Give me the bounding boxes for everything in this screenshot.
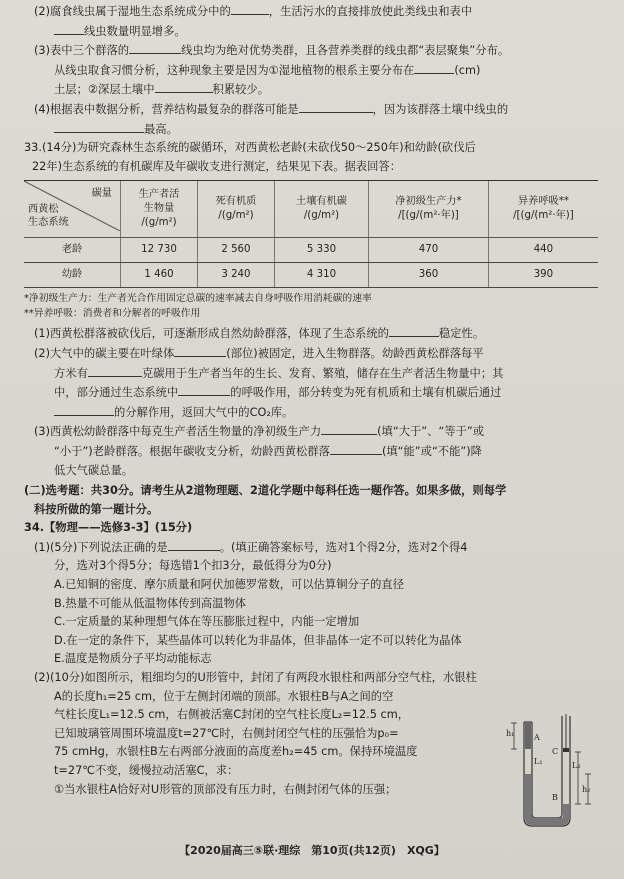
label-a: A — [534, 733, 540, 742]
answer-blank[interactable] — [54, 403, 114, 416]
q34-part1 — [24, 538, 598, 558]
carbon-table — [24, 180, 598, 288]
header-npp — [369, 181, 489, 238]
table-cell: 1 460 — [121, 263, 198, 288]
header-biomass — [121, 181, 198, 238]
q34-part2-text: t=27℃不变，缓慢拉动活塞C，求： — [54, 764, 239, 777]
table-row — [24, 263, 598, 288]
label-h2: h₂ — [582, 785, 591, 794]
label-b: B — [552, 793, 558, 802]
q33-part1-text-b: 稳定性。 — [438, 327, 485, 341]
q33-part1 — [24, 324, 598, 344]
answer-blank[interactable] — [414, 61, 454, 74]
option-e-text: E.温度是物质分子平均动能标志 — [54, 652, 212, 666]
label-l1: L₁ — [534, 757, 543, 766]
answer-blank[interactable] — [54, 120, 144, 133]
answer-blank[interactable] — [168, 538, 220, 551]
answer-blank[interactable] — [321, 422, 377, 435]
table-header-row — [24, 181, 598, 238]
corner-bottom-line2: 生态系统 — [28, 217, 69, 229]
table-footnotes — [24, 291, 598, 321]
q34-part1-text-c: 分，选对3个得5分；每选错1个扣3分，最低得分为0分) — [54, 559, 332, 573]
q33-part2-text-f: 的呼吸作用，部分转变为死有机质和土壤有机碳后通过 — [230, 386, 502, 400]
table-cell: 440 — [488, 238, 598, 263]
table-cell: 4 310 — [274, 263, 368, 288]
table-row — [24, 238, 598, 263]
option-d-text: D.在一定的条件下，某些晶体可以转化为非晶体，但非晶体一定不可以转化为晶体 — [54, 633, 462, 647]
q33-part2-text-b: (部位)被固定，进入生物群落。幼龄西黄松群落每平 — [226, 346, 484, 360]
table-cell: 3 240 — [197, 263, 274, 288]
answer-blank[interactable] — [174, 344, 226, 357]
section2-line1: (二)选考题：共30分。请考生从2道物理题、2道化学题中每科任选一题作答。如果多做，则每学 — [24, 484, 507, 498]
header-dead-l1: 死有机质 — [215, 196, 257, 208]
header-soil-l1: 土壤有机碳 — [296, 196, 347, 208]
q32-part3 — [24, 41, 598, 61]
answer-blank[interactable] — [129, 41, 181, 54]
q32-part3-text-b: 线虫均为绝对优势类群，且各营养类群的线虫都“表层聚集”分布。 — [181, 44, 510, 58]
q34-part2-text: 气柱长度L₁=12.5 cm，右侧被活塞C封闭的空气柱长度L₂=12.5 cm， — [54, 708, 410, 722]
option-b — [24, 595, 598, 614]
q34-part1-text-b: 。(填正确答案标号，选对1个得2分，选对2个得4 — [219, 540, 468, 554]
header-het-l1: 异养呼吸** — [517, 196, 569, 208]
q34-part2-text: (2)(10分)如图所示，粗细均匀的U形管中，封闭了有两段水银柱和两部分空气柱，水银柱 — [34, 671, 477, 685]
u-tube-inner-icon — [532, 716, 562, 818]
table-cell: 5 330 — [274, 238, 368, 263]
q34-part2-text: A的长度h₁=25 cm，位于左侧封闭端的顶部。水银柱B与A之间的空 — [54, 689, 394, 703]
header-soil-l2: /(g/m²) — [303, 210, 340, 222]
option-d — [24, 632, 598, 651]
q32-part4-text-c: 最高。 — [144, 122, 178, 136]
label-c: C — [552, 747, 559, 756]
q32-part3-cont2 — [24, 80, 598, 100]
corner-bottom-line1: 西黄松 — [28, 204, 59, 216]
label-l2: L₂ — [572, 761, 581, 770]
header-npp-l1: 净初级生产力* — [395, 196, 462, 208]
q33-part3-text-d: (填“能”或“不能”)降 — [381, 444, 482, 458]
footnote-heterotroph: **异养呼吸：消费者和分解者的呼吸作用 — [24, 308, 201, 320]
q33-intro-2 — [24, 158, 598, 177]
footnote-npp: *净初级生产力：生产者光合作用固定总碳的速率减去自身呼吸作用消耗碳的速率 — [24, 293, 372, 305]
header-heterotroph — [488, 181, 598, 238]
row-label: 幼龄 — [24, 263, 121, 288]
table-corner-cell — [24, 181, 121, 238]
answer-blank[interactable] — [178, 383, 230, 396]
section2-heading-cont — [24, 501, 598, 520]
q33-part3-text-e: 低大气碳总量。 — [54, 463, 134, 477]
section2-heading — [24, 482, 598, 501]
q32-part4 — [24, 100, 598, 120]
q33-part2-cont2 — [24, 383, 598, 403]
header-biomass-l3: /(g/m²) — [141, 217, 177, 229]
q32-part3-text-f: 积累较少。 — [212, 83, 270, 97]
q32-part2 — [24, 2, 598, 22]
q32-part3-text-c: 从线虫取食习惯分析，这种现象主要是因为①湿地植物的根系主要分布在 — [54, 63, 415, 77]
answer-blank[interactable] — [299, 100, 373, 113]
q33-part2-text-d: 克碳用于生产者当年的生长、发育、繁殖，储存在生产者活生物量中；其 — [141, 366, 504, 380]
mercury-a-icon — [525, 723, 531, 749]
option-e — [24, 650, 598, 669]
q32-part2-text: (2)腐食线虫属于湿地生态系统成分中的 — [34, 5, 231, 18]
q32-part2-cont — [24, 22, 598, 42]
header-soil-carbon — [274, 181, 368, 238]
q33-part3-text: (3)西黄松幼龄群落中每克生产者活生物量的净初级生产力 — [34, 425, 322, 439]
section2-line2: 科按所做的第一题计分。 — [34, 502, 159, 516]
header-dead-organic — [197, 181, 274, 238]
mercury-b-left-icon — [525, 774, 531, 814]
q33-part2-text: (2)大气中的碳主要在叶绿体 — [34, 346, 175, 360]
q34-part2-text: ①当水银柱A恰好对U形管的顶部没有压力时，右侧封闭气体的压强； — [54, 782, 397, 796]
option-c-text: C.一定质量的某种理想气体在等压膨胀过程中，内能一定增加 — [54, 615, 360, 629]
q32-part2-text-c: 线虫数量明显增多。 — [84, 24, 186, 38]
answer-blank[interactable] — [231, 2, 269, 15]
q33-part3-cont — [24, 442, 598, 462]
page-footer: 【2020届高三⑤联·理综 第10页(共12页) XQG】 — [179, 844, 445, 857]
q33-part2 — [24, 344, 598, 364]
header-npp-l2: /[(g/(m²·年)] — [398, 210, 459, 222]
answer-blank[interactable] — [54, 22, 84, 35]
table-cell: 12 730 — [121, 238, 198, 263]
q32-part3-unit: (cm) — [454, 63, 481, 77]
q32-part4-text-b: ，因为该群落土壤中线虫的 — [372, 102, 509, 116]
q32-part3-text: (3)表中三个群落的 — [34, 44, 130, 58]
q34-title-text: 34.【物理——选修3-3】(15分) — [24, 521, 193, 535]
q33-part3 — [24, 422, 598, 442]
q33-intro — [24, 139, 598, 158]
q34-part2-text: 已知玻璃管周围环境温度t=27℃时，右侧封闭空气柱的压强恰为p₀= — [54, 726, 399, 740]
option-a-text: A.已知铜的密度、摩尔质量和阿伏加德罗常数，可以估算铜分子的直径 — [54, 578, 405, 592]
q33-part3-text-c: “小于”)老龄群落。根据年碳收支分析，幼龄西黄松群落 — [54, 444, 330, 458]
table-cell: 2 560 — [197, 238, 274, 263]
corner-top-label: 碳量 — [91, 188, 112, 200]
q33-part2-text-c: 方米有 — [54, 366, 88, 380]
corner-bottom-label — [28, 203, 69, 229]
table-cell: 390 — [488, 263, 598, 288]
header-dead-l2: /(g/m²) — [218, 210, 254, 222]
answer-blank[interactable] — [330, 442, 382, 455]
option-c — [24, 613, 598, 632]
u-tube-figure — [506, 714, 594, 832]
answer-blank[interactable] — [88, 364, 142, 377]
header-biomass-l1: 生产者活 — [138, 189, 180, 201]
table-cell: 470 — [369, 238, 489, 263]
q34-part2-text: 75 cmHg，水银柱B左右两部分液面的高度差h₂=45 cm。保持环境温度 — [54, 745, 418, 759]
q33-part2-cont — [24, 364, 598, 384]
row-label: 老龄 — [24, 238, 121, 263]
q32-part2-text-b: ，生活污水的直接排放使此类线虫和表中 — [268, 5, 473, 18]
option-b-text: B.热量不可能从低温物体传到高温物体 — [54, 596, 247, 610]
table-cell: 360 — [369, 263, 489, 288]
q34-part1-cont — [24, 557, 598, 576]
q32-part3-text-e: 土层；②深层土壤中 — [54, 83, 155, 97]
label-h1: h₁ — [506, 729, 515, 738]
q34-part2-line1 — [24, 669, 598, 688]
q32-part4-cont — [24, 120, 598, 140]
q33-part3-text-b: (填“大于”、“等于”或 — [377, 425, 485, 439]
header-biomass-l2: 生物量 — [143, 203, 175, 215]
q34-title — [24, 519, 598, 538]
piston-c-icon — [563, 748, 569, 752]
q33-intro-line2: 22年)生态系统的有机碳库及年碳收支进行测定，结果见下表。据表回答： — [32, 159, 401, 173]
option-a — [24, 576, 598, 595]
q33-part2-text-e: 中，部分通过生态系统中 — [54, 386, 179, 400]
q34-part2-line2 — [24, 688, 598, 707]
q34-part1-text: (1)(5分)下列说法正确的是 — [34, 540, 168, 554]
q33-part3-cont2 — [24, 462, 598, 481]
q33-intro-line1: 33.(14分)为研究森林生态系统的碳循环，对西黄松老龄(未砍伐50～250年)和幼龄(砍伐后 — [24, 141, 476, 155]
header-het-l2: /[(g/(m²·年)] — [513, 210, 574, 222]
q32-part4-text: (4)根据表中数据分析，营养结构最复杂的群落可能是 — [34, 102, 299, 116]
q33-part1-text: (1)西黄松群落被砍伐后，可逐渐形成自然幼龄群落，体现了生态系统的 — [34, 327, 389, 341]
answer-blank[interactable] — [155, 80, 213, 93]
q33-part2-cont3 — [24, 403, 598, 423]
q33-part2-text-g: 的分解作用，返回大气中的CO₂库。 — [114, 405, 294, 419]
answer-blank[interactable] — [389, 324, 439, 337]
q32-part3-cont — [24, 61, 598, 81]
